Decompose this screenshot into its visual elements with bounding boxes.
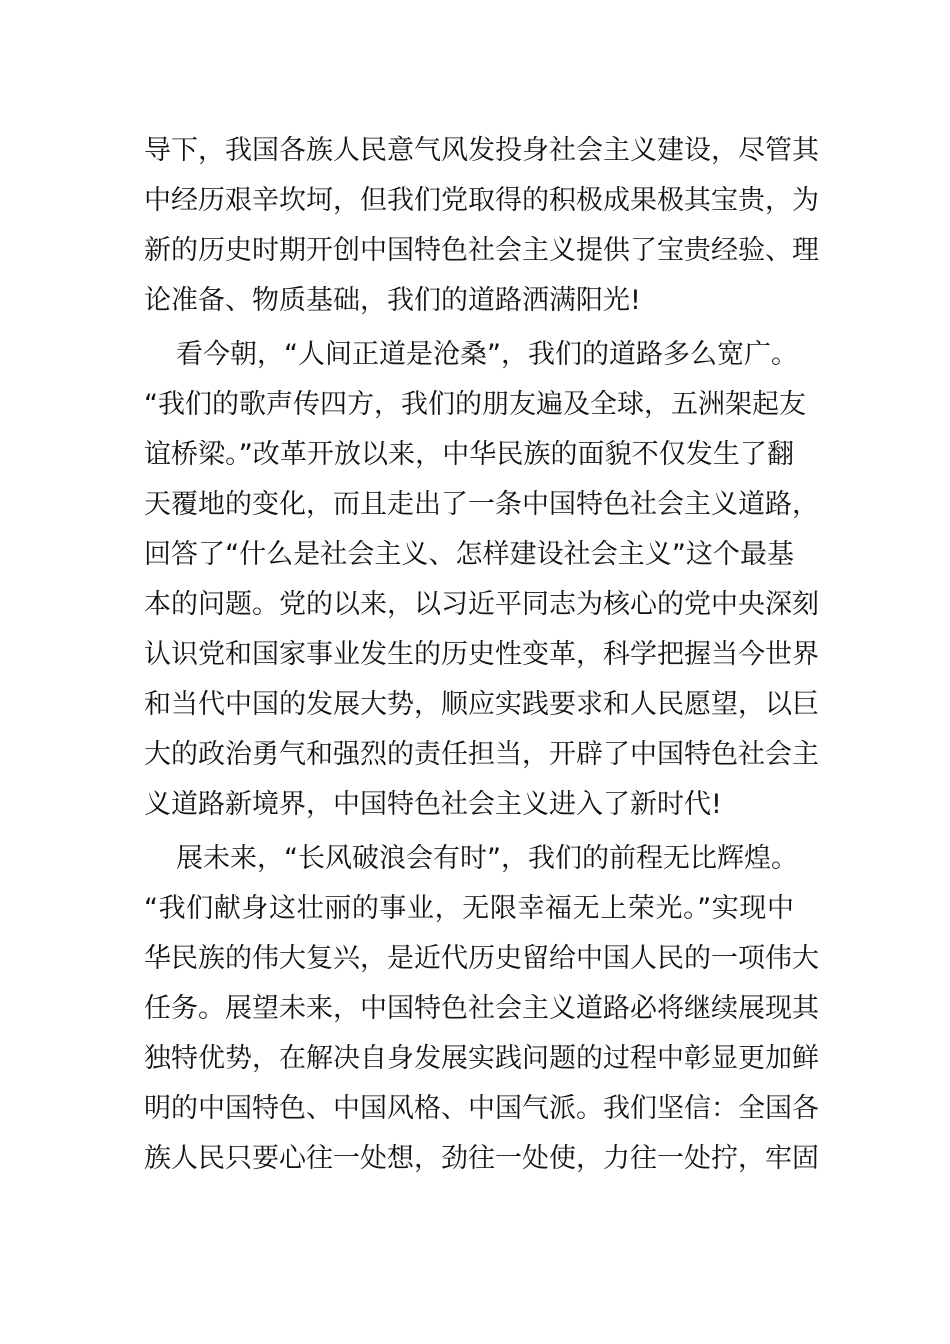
text-line: 任务。展望未来，中国特色社会主义道路必将继续展现其 [144, 993, 819, 1024]
text-line: “我们献身这壮丽的事业，无限幸福无上荣光。”实现中 [144, 893, 794, 924]
text-line: 义道路新境界，中国特色社会主义进入了新时代! [144, 789, 722, 820]
text-line: “我们的歌声传四方，我们的朋友遍及全球，五洲架起友 [144, 389, 806, 420]
text-line: 明的中国特色、中国风格、中国气派。我们坚信：全国各 [144, 1093, 819, 1124]
text-line: 认识党和国家事业发生的历史性变革，科学把握当今世界 [144, 639, 819, 670]
text-line: 新的历史时期开创中国特色社会主义提供了宝贵经验、理 [144, 235, 819, 266]
text-line: 族人民只要心往一处想，劲往一处使，力往一处拧，牢固 [144, 1143, 819, 1174]
paragraph-1 [144, 126, 819, 326]
text-line: 回答了“什么是社会主义、怎样建设社会主义”这个最基 [144, 539, 794, 570]
text-line: 谊桥梁。”改革开放以来，中华民族的面貌不仅发生了翻 [144, 439, 794, 470]
text-line: 独特优势，在解决自身发展实践问题的过程中彰显更加鲜 [144, 1043, 819, 1074]
text-line: 中经历艰辛坎坷，但我们党取得的积极成果极其宝贵，为 [144, 185, 819, 216]
text-line: 天覆地的变化，而且走出了一条中国特色社会主义道路， [144, 489, 819, 520]
text-line: 论准备、物质基础，我们的道路洒满阳光! [144, 285, 641, 316]
text-line: 华民族的伟大复兴，是近代历史留给中国人民的一项伟大 [144, 943, 819, 974]
paragraph-2 [144, 330, 819, 830]
text-line: 大的政治勇气和强烈的责任担当，开辟了中国特色社会主 [144, 739, 819, 770]
text-line: 和当代中国的发展大势，顺应实践要求和人民愿望，以巨 [144, 689, 819, 720]
text-line: 导下，我国各族人民意气风发投身社会主义建设，尽管其 [144, 135, 819, 166]
text-line: 本的问题。党的以来，以习近平同志为核心的党中央深刻 [144, 589, 819, 620]
paragraph-3 [144, 834, 819, 1184]
text-line: 看今朝，“人间正道是沧桑”，我们的道路多么宽广。 [176, 339, 798, 370]
text-line: 展未来，“长风破浪会有时”，我们的前程无比辉煌。 [176, 843, 798, 874]
